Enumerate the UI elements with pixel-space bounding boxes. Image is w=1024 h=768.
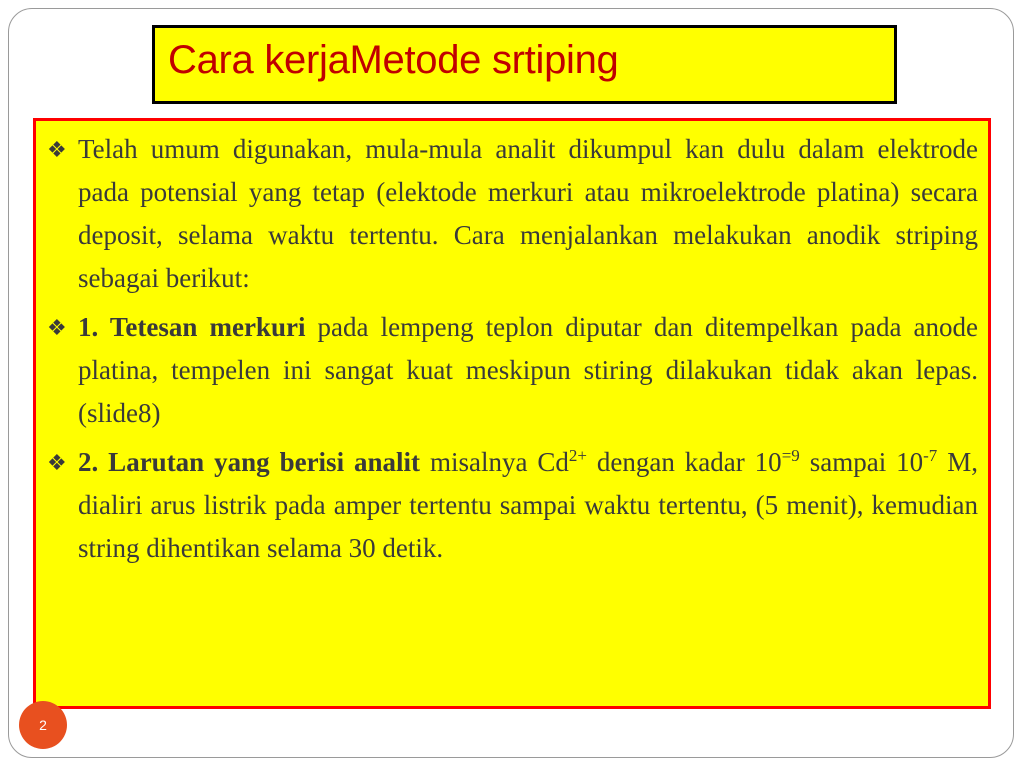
content-box xyxy=(33,118,991,709)
slide-title: Cara kerjaMetode srtiping xyxy=(168,38,619,82)
diamond-bullet-icon: ❖ xyxy=(47,137,67,162)
diamond-bullet-icon: ❖ xyxy=(47,450,67,475)
bullet-3-text-part-1: misalnya Cd xyxy=(420,447,569,477)
bullet-3-text-part-2: dengan kadar 10 xyxy=(586,447,782,477)
bullet-item-3 xyxy=(47,441,978,570)
bullet-2-text: pada lempeng teplon diputar dan ditempelkan pada anode platina, tempelen ini sangat kuat meskipun stiring dilakukan tidak akan lepas. (slide8) xyxy=(78,312,978,428)
concentration-exponent-upper: =9 xyxy=(781,446,800,465)
title-box xyxy=(152,25,897,104)
page-number-badge: 2 xyxy=(19,701,67,749)
concentration-exponent-lower: -7 xyxy=(923,446,938,465)
bullet-item-1 xyxy=(47,128,978,300)
bullet-3-heading: 2. Larutan yang berisi analit xyxy=(78,447,421,477)
diamond-bullet-icon: ❖ xyxy=(47,315,67,340)
cd-charge-superscript: 2+ xyxy=(568,446,587,465)
bullet-1-text: Telah umum digunakan, mula-mula analit dikumpul kan dulu dalam elektrode pada potensial yang tetap (elektode merkuri atau mikroelektrode platina) secara deposit, selama waktu tertentu. Cara menjalankan melakukan anodik striping sebagai berikut: xyxy=(78,134,978,293)
bullet-3-text-part-3: sampai 10 xyxy=(799,447,924,477)
bullet-item-2 xyxy=(47,306,978,435)
bullet-3-text-part-4: M, dialiri arus listrik pada amper tertentu sampai waktu tertentu, (5 menit), kemudian string dihentikan selama 30 detik. xyxy=(78,447,978,563)
bullet-list xyxy=(47,128,978,570)
bullet-2-heading: 1. Tetesan merkuri xyxy=(78,312,306,342)
